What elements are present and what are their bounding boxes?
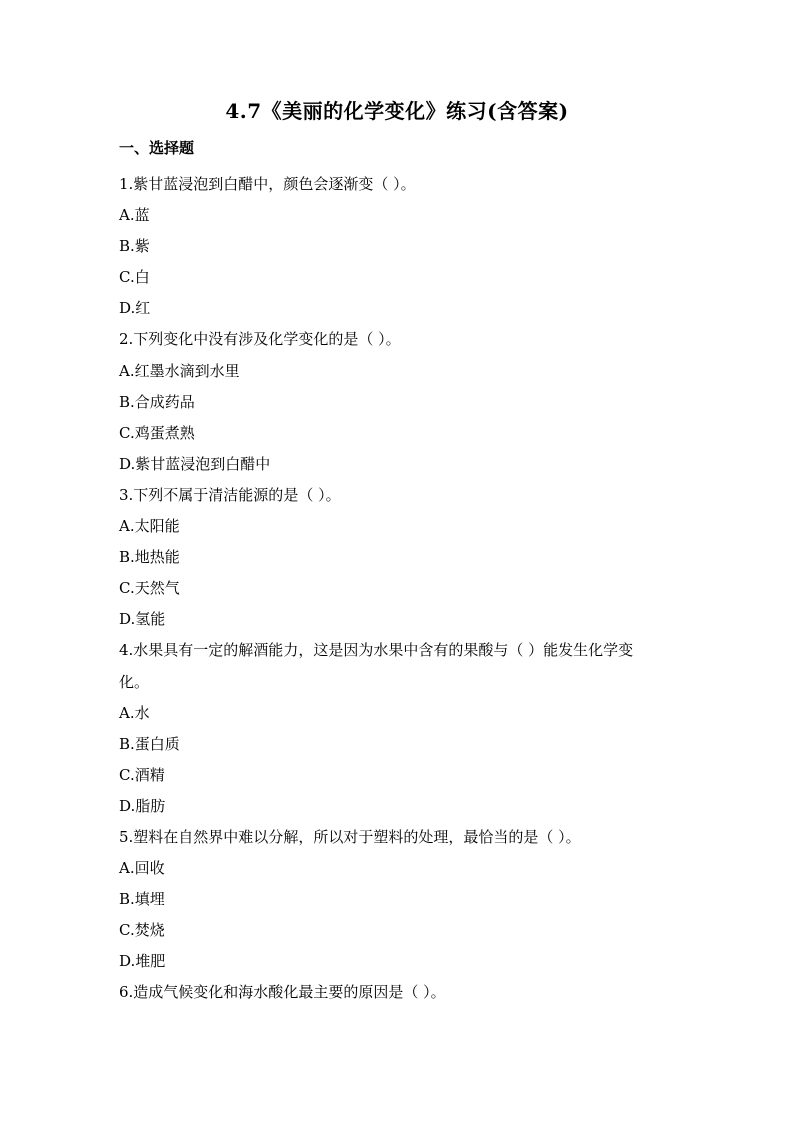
question-stem: 6.造成气候变化和海水酸化最主要的原因是（ ）。 <box>119 983 446 1002</box>
answer-option: D.红 <box>119 299 151 318</box>
answer-option: B.紫 <box>119 237 150 256</box>
question-stem: 2.下列变化中没有涉及化学变化的是（ ）。 <box>119 330 401 349</box>
question-stem: 1.紫甘蓝浸泡到白醋中，颜色会逐渐变（ ）。 <box>119 175 416 193</box>
question-stem-continuation: 化。 <box>119 672 150 691</box>
answer-option: A.水 <box>119 703 150 722</box>
answer-option: B.合成药品 <box>119 392 195 411</box>
question-stem: 4.水果具有一定的解酒能力，这是因为水果中含有的果酸与（ ）能发生化学变 <box>119 641 634 660</box>
answer-option: C.鸡蛋煮熟 <box>119 423 195 442</box>
section-heading: 一、选择题 <box>119 139 195 157</box>
answer-option: B.填埋 <box>119 890 165 909</box>
question-list <box>119 169 679 1009</box>
answer-option: A.红墨水滴到水里 <box>119 361 240 380</box>
answer-option: D.堆肥 <box>119 952 166 971</box>
answer-option: D.氢能 <box>119 610 166 629</box>
answer-option: B.地热能 <box>119 548 180 567</box>
answer-option: B.蛋白质 <box>119 734 180 753</box>
answer-option: C.白 <box>119 268 150 287</box>
question-stem: 3.下列不属于清洁能源的是（ ）。 <box>119 485 341 504</box>
answer-option: C.酒精 <box>119 765 165 784</box>
answer-option: C.天然气 <box>119 579 180 598</box>
answer-option: A.太阳能 <box>119 517 180 536</box>
answer-option: A.蓝 <box>119 206 150 225</box>
answer-option: C.焚烧 <box>119 921 165 940</box>
question-stem: 5.塑料在自然界中难以分解，所以对于塑料的处理，最恰当的是（ ）。 <box>119 827 581 846</box>
answer-option: D.紫甘蓝浸泡到白醋中 <box>119 454 271 473</box>
answer-option: A.回收 <box>119 859 165 878</box>
answer-option: D.脂肪 <box>119 796 166 815</box>
document-title: 4.7《美丽的化学变化》练习(含答案) <box>225 99 569 123</box>
